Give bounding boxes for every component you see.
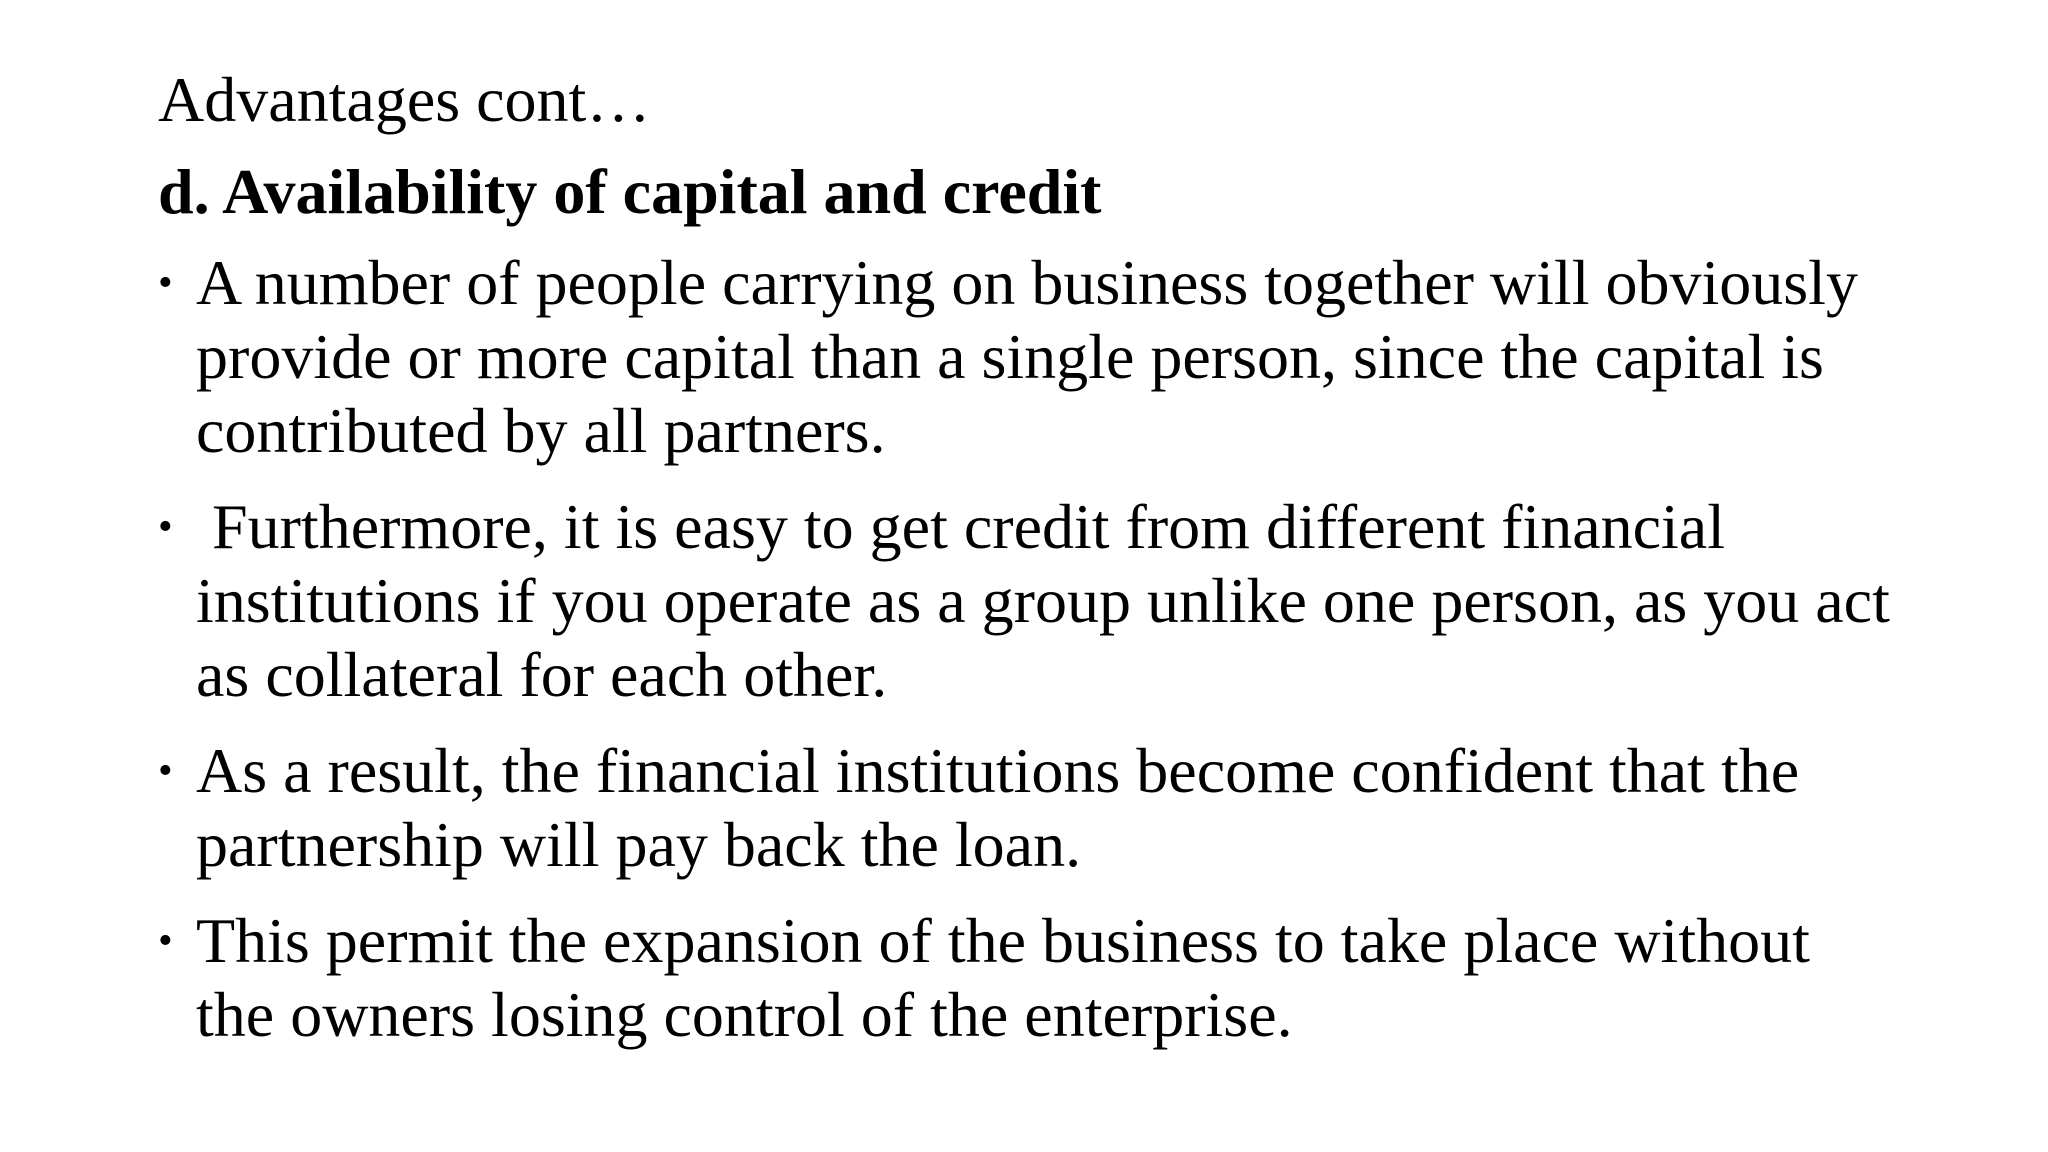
slide-intro-text: Advantages cont…: [158, 64, 651, 135]
bullet-item: [158, 904, 1898, 1052]
bullet-icon: •: [158, 918, 173, 964]
bullet-item: [158, 734, 1898, 882]
bullet-text: This permit the expansion of the business to take place without the owners losing control of the enterprise.: [196, 905, 1810, 1050]
bullet-icon: •: [158, 260, 173, 306]
bullet-icon: •: [158, 748, 173, 794]
bullet-item: [158, 246, 1898, 468]
bullet-text: As a result, the financial institutions become confident that the partnership will pay back the loan.: [196, 735, 1800, 880]
slide-content: [158, 58, 1906, 1074]
bullet-icon: •: [158, 504, 173, 550]
bullet-text: Furthermore, it is easy to get credit from different financial institutions if you operate as a group unlike one person, as you act as collateral for each other.: [196, 491, 1906, 710]
bullet-list: [158, 246, 1906, 1052]
bullet-item: [158, 490, 1906, 712]
bullet-text: A number of people carrying on business together will obviously provide or more capital than a single person, since the capital is contributed by all partners.: [196, 247, 1858, 466]
section-heading: d. Availability of capital and credit: [158, 156, 1102, 227]
